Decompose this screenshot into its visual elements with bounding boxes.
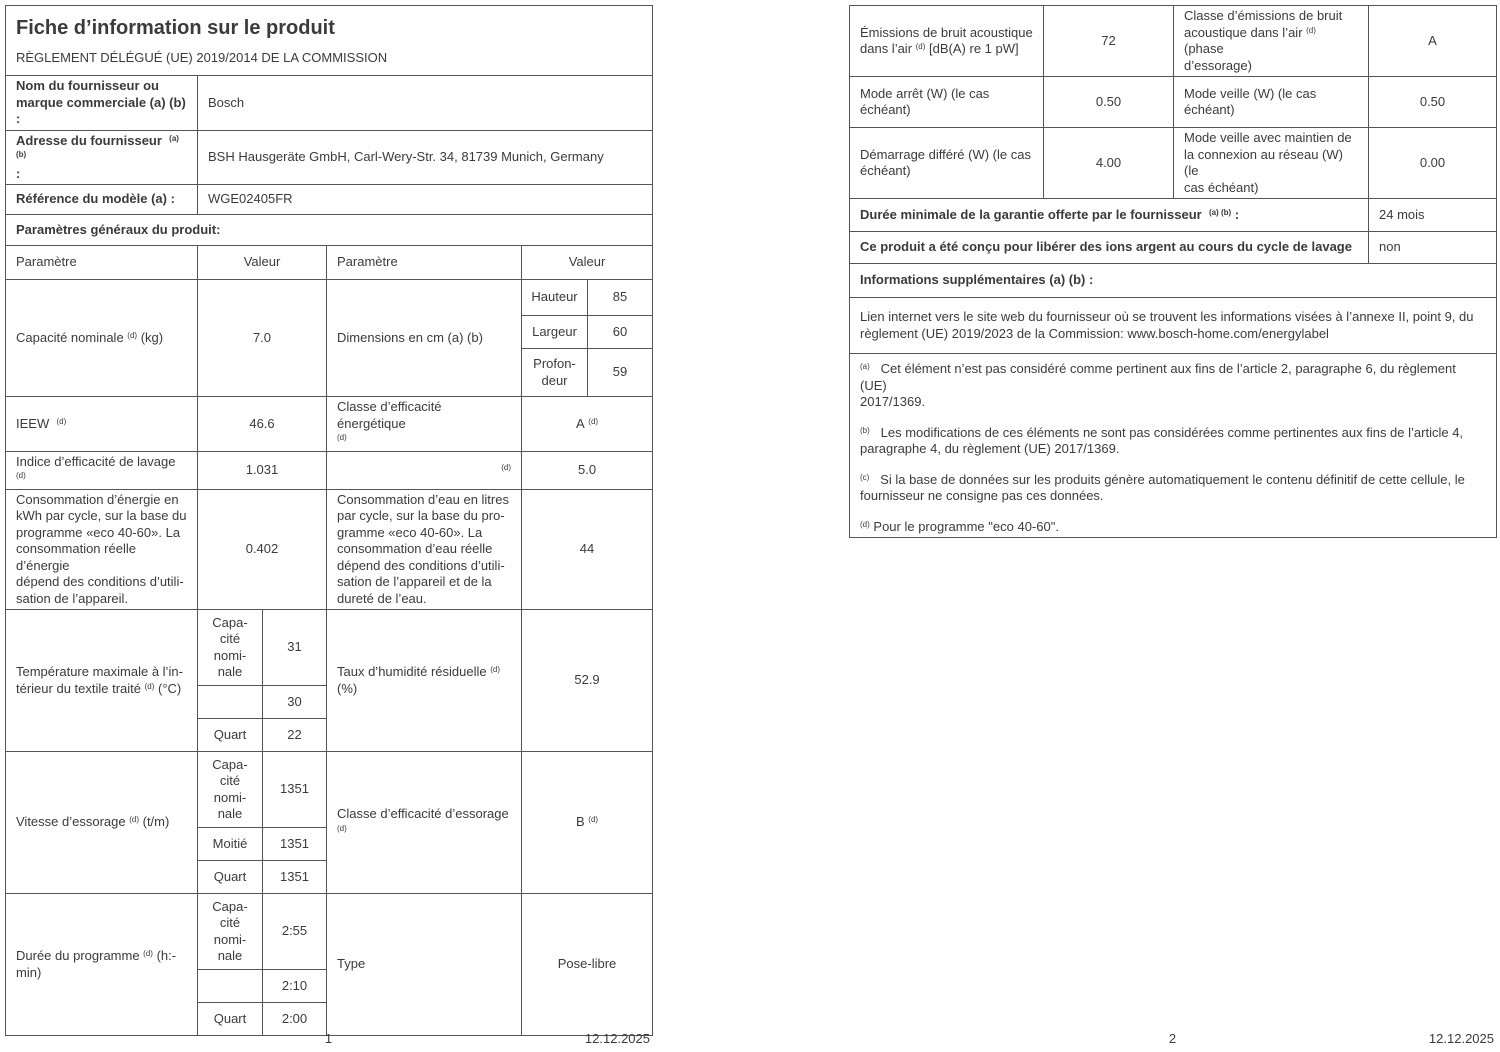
max-temperature-nominal-value: 31 [263,610,327,686]
max-temperature-quarter-value: 22 [263,719,327,752]
page-2 [849,5,1497,538]
water-consumption-label: Consommation d’eau en litres par cycle, sur la base du pro- gramme «eco 40-60». La consommation d’eau réelle dépend des conditions d’utili- sation de l’appareil et de la dureté de l’eau. [327,489,522,610]
footnotes-cell [850,354,1497,538]
residual-humidity-value: 52.9 [522,610,653,752]
energy-consumption-value: 0.402 [198,489,327,610]
noise-value: 72 [1044,6,1174,77]
dimension-width-label: Largeur [522,316,588,349]
program-duration-half-label [198,970,263,1003]
capacity-label: Capacité nominale $^{(d)}$ (kg) [6,280,198,397]
silver-ions-label: Ce produit a été conçu pour libérer des ions argent au cours du cycle de lavage [850,232,1369,264]
table-row [6,185,653,215]
standby-mode-label: Mode veille (W) (le cas échéant) [1174,77,1369,128]
max-temperature-quarter-label: Quart [198,719,263,752]
footnote-a: $^{(a)}$ Cet élément n’est pas considéré comme pertinent aux fins de l’article 2, paragraphe 6, du règlement (UE) 2017/1369. [860,361,1456,409]
noise-class-value: A [1369,6,1497,77]
table-row [6,6,653,76]
footnote-b: $^{(b)}$ Les modifications de ces éléments ne sont pas considérées comme pertinentes aux fins de l’article 4, paragraphe 4, du règlement (UE) 2017/1369. [860,424,1464,456]
table-row [6,610,653,686]
col-header-value1: Valeur [198,246,327,280]
col-header-value2: Valeur [522,246,653,280]
spin-speed-half-label: Moitié [198,828,263,861]
off-mode-value: 0.50 [1044,77,1174,128]
spin-speed-quarter-label: Quart [198,861,263,894]
capacity-value: 7.0 [198,280,327,397]
table-row [6,130,653,185]
table-row [850,77,1497,128]
spin-class-label: Classe d’efficacité d’essorage $^{(d)}$ [327,752,522,894]
page-number: 2 [1168,1031,1177,1046]
regulation-subtitle: RÈGLEMENT DÉLÉGUÉ (UE) 2019/2014 DE LA COMMISSION [16,50,388,65]
table-row [850,354,1497,538]
table-row [850,264,1497,298]
page-title: Fiche d’information sur le produit [16,16,335,39]
supplier-address-label: Adresse du fournisseur $^{(a) (b)}$ : [6,130,198,185]
networked-standby-label: Mode veille avec maintien de la connexion au réseau (W) (le cas échéant) [1174,128,1369,199]
off-mode-label: Mode arrêt (W) (le cas échéant) [850,77,1044,128]
washing-index-value: 1.031 [198,451,327,489]
spin-speed-nominal-value: 1351 [263,752,327,828]
program-duration-nominal-value: 2:55 [263,894,327,970]
col-header-param1: Paramètre [6,246,198,280]
supplier-address-value: BSH Hausgeräte GmbH, Carl-Wery-Str. 34, 81739 Munich, Germany [198,130,653,185]
table-row [6,397,653,452]
program-duration-half-value: 2:10 [263,970,327,1003]
spin-speed-half-value: 1351 [263,828,327,861]
type-value: Pose-libre [522,894,653,1036]
supplier-name-value: Bosch [198,76,653,131]
ieew-label: IEEW $^{(d)}$ [6,397,198,452]
standby-mode-value: 0.50 [1369,77,1497,128]
type-label: Type [327,894,522,1036]
warranty-label: Durée minimale de la garantie offerte par le fournisseur $^{(a) (b)}$ : [850,199,1369,232]
table-row [850,199,1497,232]
washing-index-label: Indice d’efficacité de lavage $^{(d)}$ [6,451,198,489]
table-row [6,752,653,828]
water-consumption-value: 44 [522,489,653,610]
table-row [850,232,1497,264]
footnote-c: $^{(c)}$ Si la base de données sur les produits génère automatiquement le contenu définitif de cette cellule, le fournisseur ne consigne pas ces données. [860,471,1465,503]
col-header-param2: Paramètre [327,246,522,280]
model-reference-value: WGE02405FR [198,185,653,215]
max-temperature-half-value: 30 [263,686,327,719]
networked-standby-value: 0.00 [1369,128,1497,199]
silver-ions-value: non [1369,232,1497,264]
spin-class-value: B $^{(d)}$ [522,752,653,894]
supplier-link-text: Lien internet vers le site web du fournisseur où se trouvent les informations visées à l’annexe II, point 9, du règlement (UE) 2019/2023 de la Commission: www.bosch-home.com/energylabel [850,298,1497,354]
table-row [850,6,1497,77]
table-row [6,894,653,970]
supplier-name-label: Nom du fournisseur ou marque commerciale (a) (b) : [6,76,198,131]
ieew-value: 46.6 [198,397,327,452]
dimension-depth-label: Profon- deur [522,349,588,397]
delayed-start-label: Démarrage différé (W) (le cas échéant) [850,128,1044,199]
product-fiche-table [5,5,653,1036]
general-params-heading: Paramètres généraux du produit: [6,215,653,246]
footnote-d: $^{(d)}$ Pour le programme "eco 40-60". [860,518,1059,534]
table-row [6,215,653,246]
rinsing-label: (d) [327,451,522,489]
additional-info-heading: Informations supplémentaires (a) (b) : [850,264,1497,298]
dimension-height-label: Hauteur [522,280,588,316]
table-row [6,246,653,280]
page2-footer [849,1031,1496,1051]
program-duration-label: Durée du programme $^{(d)}$ (h:- min) [6,894,198,1036]
energy-class-label: Classe d’efficacité énergétique $^{(d)}$ [327,397,522,452]
table-row [850,128,1497,199]
table-row [6,451,653,489]
dimension-height-value: 85 [588,280,653,316]
spin-speed-label: Vitesse d’essorage $^{(d)}$ (t/m) [6,752,198,894]
noise-label: Émissions de bruit acoustique dans l’air $^{(d)}$ [dB(A) re 1 pW] [850,6,1044,77]
noise-class-label: Classe d’émissions de bruit acoustique dans l’air $^{(d)}$ (phase d’essorage) [1174,6,1369,77]
program-duration-quarter-label: Quart [198,1003,263,1036]
program-duration-nominal-label: Capa- cité nomi- nale [198,894,263,970]
program-duration-quarter-value: 2:00 [263,1003,327,1036]
page-date: 12.12.2025 [1428,1031,1494,1046]
energy-consumption-label: Consommation d’énergie en kWh par cycle, sur la base du programme «eco 40-60». La consommation réelle d’énergie dépend des conditions d’utili- sation de l’appareil. [6,489,198,610]
page-number: 1 [324,1031,333,1046]
dimension-width-value: 60 [588,316,653,349]
table-row [850,298,1497,354]
table-row [6,280,653,316]
dimension-depth-value: 59 [588,349,653,397]
product-fiche-table-continued [849,5,1497,538]
max-temperature-half-label [198,686,263,719]
page-1 [5,5,653,1036]
dimensions-label: Dimensions en cm (a) (b) [327,280,522,397]
model-reference-label: Référence du modèle (a) : [6,185,198,215]
max-temperature-nominal-label: Capa- cité nomi- nale [198,610,263,686]
max-temperature-label: Température maximale à l’in- térieur du textile traité $^{(d)}$ (°C) [6,610,198,752]
residual-humidity-label: Taux d’humidité résiduelle $^{(d)}$ (%) [327,610,522,752]
rinsing-value: 5.0 [522,451,653,489]
table-row [6,489,653,610]
title-cell [6,6,653,76]
spin-speed-nominal-label: Capa- cité nomi- nale [198,752,263,828]
table-row [6,76,653,131]
energy-class-value: A $^{(d)}$ [522,397,653,452]
warranty-value: 24 mois [1369,199,1497,232]
page-date: 12.12.2025 [584,1031,650,1046]
spin-speed-quarter-value: 1351 [263,861,327,894]
page1-footer [5,1031,652,1051]
delayed-start-value: 4.00 [1044,128,1174,199]
